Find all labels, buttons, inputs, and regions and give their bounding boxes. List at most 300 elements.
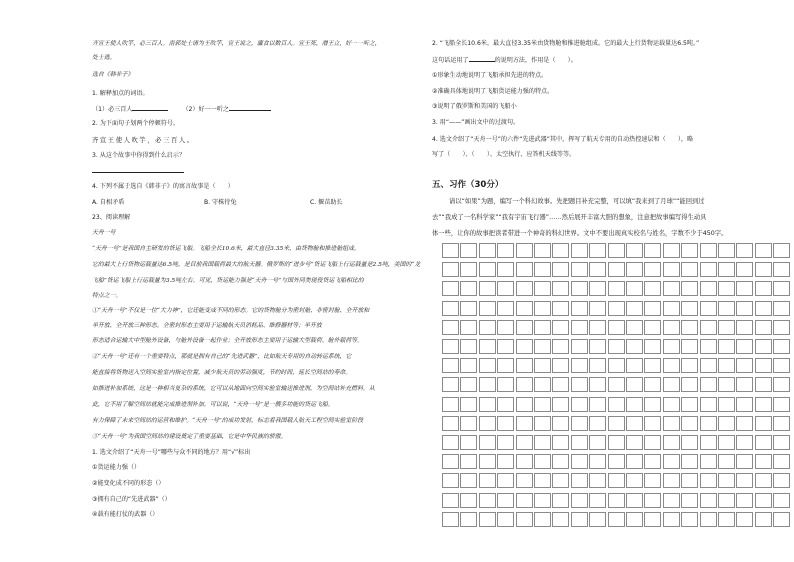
option-b[interactable]: B. 守株待兔	[204, 199, 237, 206]
grid-cell[interactable]	[644, 243, 661, 258]
grid-cell[interactable]	[700, 320, 717, 335]
grid-cell[interactable]	[589, 435, 606, 450]
grid-cell[interactable]	[497, 320, 514, 335]
grid-cell[interactable]	[663, 454, 680, 469]
grid-cell[interactable]	[589, 358, 606, 373]
grid-cell[interactable]	[718, 473, 735, 488]
grid-cell[interactable]	[681, 473, 698, 488]
grid-cell[interactable]	[534, 512, 551, 527]
grid-cell[interactable]	[755, 339, 772, 354]
grid-cell[interactable]	[534, 397, 551, 412]
grid-cell[interactable]	[534, 243, 551, 258]
grid-cell[interactable]	[736, 512, 753, 527]
grid-cell[interactable]	[442, 416, 459, 431]
grid-cell[interactable]	[718, 377, 735, 392]
grid-cell[interactable]	[755, 377, 772, 392]
grid-cell[interactable]	[571, 243, 588, 258]
grid-cell[interactable]	[626, 435, 643, 450]
grid-cell[interactable]	[552, 493, 569, 508]
answer-blank[interactable]	[469, 55, 495, 62]
grid-cell[interactable]	[497, 243, 514, 258]
grid-cell[interactable]	[516, 435, 533, 450]
choice-item[interactable]: ③拥有自己的“先进武器”（）	[92, 496, 171, 503]
grid-cell[interactable]	[700, 339, 717, 354]
grid-cell[interactable]	[755, 416, 772, 431]
grid-cell[interactable]	[718, 339, 735, 354]
grid-cell[interactable]	[442, 435, 459, 450]
grid-cell[interactable]	[608, 262, 625, 277]
option-a[interactable]: A. 自相矛盾	[92, 199, 125, 206]
grid-cell[interactable]	[479, 339, 496, 354]
grid-cell[interactable]	[644, 512, 661, 527]
grid-cell[interactable]	[663, 416, 680, 431]
grid-cell[interactable]	[736, 243, 753, 258]
grid-cell[interactable]	[681, 262, 698, 277]
grid-cell[interactable]	[552, 281, 569, 296]
grid-cell[interactable]	[442, 301, 459, 316]
grid-cell[interactable]	[497, 512, 514, 527]
grid-cell[interactable]	[589, 339, 606, 354]
grid-cell[interactable]	[460, 493, 477, 508]
grid-cell[interactable]	[608, 397, 625, 412]
grid-cell[interactable]	[534, 377, 551, 392]
grid-cell[interactable]	[644, 320, 661, 335]
grid-cell[interactable]	[460, 473, 477, 488]
grid-cell[interactable]	[497, 339, 514, 354]
grid-cell[interactable]	[663, 435, 680, 450]
grid-cell[interactable]	[608, 377, 625, 392]
grid-cell[interactable]	[736, 377, 753, 392]
grid-cell[interactable]	[755, 358, 772, 373]
grid-cell[interactable]	[644, 281, 661, 296]
grid-cell[interactable]	[608, 493, 625, 508]
grid-cell[interactable]	[460, 358, 477, 373]
grid-cell[interactable]	[460, 281, 477, 296]
grid-cell[interactable]	[497, 281, 514, 296]
grid-cell[interactable]	[571, 320, 588, 335]
grid-cell[interactable]	[644, 377, 661, 392]
grid-cell[interactable]	[718, 397, 735, 412]
grid-cell[interactable]	[589, 454, 606, 469]
grid-cell[interactable]	[442, 512, 459, 527]
grid-cell[interactable]	[534, 473, 551, 488]
grid-cell[interactable]	[497, 262, 514, 277]
grid-cell[interactable]	[552, 435, 569, 450]
grid-cell[interactable]	[460, 301, 477, 316]
grid-cell[interactable]	[442, 243, 459, 258]
grid-cell[interactable]	[718, 320, 735, 335]
grid-cell[interactable]	[571, 262, 588, 277]
grid-cell[interactable]	[460, 262, 477, 277]
grid-cell[interactable]	[681, 281, 698, 296]
option-line[interactable]: ③说明了俄罗斯和美国的飞船小	[432, 103, 517, 110]
grid-cell[interactable]	[736, 281, 753, 296]
grid-cell[interactable]	[516, 473, 533, 488]
grid-cell[interactable]	[442, 320, 459, 335]
grid-cell[interactable]	[608, 473, 625, 488]
grid-cell[interactable]	[608, 358, 625, 373]
grid-cell[interactable]	[589, 493, 606, 508]
grid-cell[interactable]	[608, 435, 625, 450]
grid-cell[interactable]	[442, 493, 459, 508]
grid-cell[interactable]	[442, 454, 459, 469]
grid-cell[interactable]	[626, 339, 643, 354]
grid-cell[interactable]	[552, 339, 569, 354]
grid-cell[interactable]	[773, 454, 790, 469]
grid-cell[interactable]	[773, 377, 790, 392]
grid-cell[interactable]	[552, 397, 569, 412]
grid-cell[interactable]	[663, 320, 680, 335]
grid-cell[interactable]	[479, 435, 496, 450]
grid-cell[interactable]	[736, 339, 753, 354]
grid-cell[interactable]	[516, 320, 533, 335]
grid-cell[interactable]	[681, 397, 698, 412]
grid-cell[interactable]	[718, 243, 735, 258]
grid-cell[interactable]	[497, 435, 514, 450]
grid-cell[interactable]	[497, 301, 514, 316]
grid-cell[interactable]	[497, 454, 514, 469]
grid-cell[interactable]	[460, 416, 477, 431]
grid-cell[interactable]	[552, 262, 569, 277]
grid-cell[interactable]	[442, 397, 459, 412]
grid-cell[interactable]	[663, 377, 680, 392]
grid-cell[interactable]	[644, 339, 661, 354]
grid-cell[interactable]	[663, 397, 680, 412]
grid-cell[interactable]	[571, 454, 588, 469]
grid-cell[interactable]	[644, 358, 661, 373]
grid-cell[interactable]	[700, 301, 717, 316]
grid-cell[interactable]	[479, 397, 496, 412]
grid-cell[interactable]	[700, 397, 717, 412]
grid-cell[interactable]	[644, 473, 661, 488]
grid-cell[interactable]	[755, 301, 772, 316]
grid-cell[interactable]	[773, 339, 790, 354]
grid-cell[interactable]	[755, 243, 772, 258]
grid-cell[interactable]	[773, 473, 790, 488]
grid-cell[interactable]	[755, 473, 772, 488]
grid-cell[interactable]	[479, 512, 496, 527]
grid-cell[interactable]	[663, 262, 680, 277]
grid-cell[interactable]	[736, 320, 753, 335]
grid-cell[interactable]	[700, 262, 717, 277]
grid-cell[interactable]	[718, 493, 735, 508]
grid-cell[interactable]	[626, 301, 643, 316]
grid-cell[interactable]	[479, 320, 496, 335]
grid-cell[interactable]	[534, 320, 551, 335]
grid-cell[interactable]	[626, 358, 643, 373]
grid-cell[interactable]	[516, 454, 533, 469]
grid-cell[interactable]	[644, 435, 661, 450]
grid-cell[interactable]	[755, 435, 772, 450]
grid-cell[interactable]	[534, 435, 551, 450]
grid-cell[interactable]	[736, 397, 753, 412]
grid-cell[interactable]	[460, 512, 477, 527]
grid-cell[interactable]	[681, 320, 698, 335]
grid-cell[interactable]	[608, 243, 625, 258]
grid-cell[interactable]	[626, 262, 643, 277]
grid-cell[interactable]	[497, 377, 514, 392]
grid-cell[interactable]	[773, 262, 790, 277]
grid-cell[interactable]	[608, 454, 625, 469]
grid-cell[interactable]	[644, 493, 661, 508]
grid-cell[interactable]	[755, 320, 772, 335]
grid-cell[interactable]	[626, 243, 643, 258]
grid-cell[interactable]	[534, 493, 551, 508]
grid-cell[interactable]	[681, 493, 698, 508]
grid-cell[interactable]	[571, 358, 588, 373]
grid-cell[interactable]	[589, 416, 606, 431]
grid-cell[interactable]	[700, 454, 717, 469]
grid-cell[interactable]	[589, 397, 606, 412]
grid-cell[interactable]	[773, 493, 790, 508]
grid-cell[interactable]	[773, 320, 790, 335]
grid-cell[interactable]	[755, 512, 772, 527]
grid-cell[interactable]	[608, 281, 625, 296]
grid-cell[interactable]	[700, 358, 717, 373]
question-23-1: 1. 选文介绍了“天舟一号”哪些与众不同的地方？用“√”标出	[92, 449, 251, 456]
grid-cell[interactable]	[644, 454, 661, 469]
grid-cell[interactable]	[460, 435, 477, 450]
grid-cell[interactable]	[663, 243, 680, 258]
grid-cell[interactable]	[663, 301, 680, 316]
grid-cell[interactable]	[497, 473, 514, 488]
grid-cell[interactable]	[644, 262, 661, 277]
grid-cell[interactable]	[608, 320, 625, 335]
grid-cell[interactable]	[681, 454, 698, 469]
grid-cell[interactable]	[700, 416, 717, 431]
grid-cell[interactable]	[681, 512, 698, 527]
grid-cell[interactable]	[552, 416, 569, 431]
grid-cell[interactable]	[608, 416, 625, 431]
grid-cell[interactable]	[626, 416, 643, 431]
grid-cell[interactable]	[497, 358, 514, 373]
grid-cell[interactable]	[534, 416, 551, 431]
grid-cell[interactable]	[608, 301, 625, 316]
grid-cell[interactable]	[442, 281, 459, 296]
grid-cell[interactable]	[736, 435, 753, 450]
grid-cell[interactable]	[626, 473, 643, 488]
grid-cell[interactable]	[479, 281, 496, 296]
grid-cell[interactable]	[718, 416, 735, 431]
grid-cell[interactable]	[589, 473, 606, 488]
grid-cell[interactable]	[460, 320, 477, 335]
grid-cell[interactable]	[773, 301, 790, 316]
grid-cell[interactable]	[534, 301, 551, 316]
grid-cell[interactable]	[552, 377, 569, 392]
grid-cell[interactable]	[589, 301, 606, 316]
grid-cell[interactable]	[479, 493, 496, 508]
grid-cell[interactable]	[479, 243, 496, 258]
grid-cell[interactable]	[442, 377, 459, 392]
grid-cell[interactable]	[736, 358, 753, 373]
grid-cell[interactable]	[589, 320, 606, 335]
grid-cell[interactable]	[571, 301, 588, 316]
grid-cell[interactable]	[663, 339, 680, 354]
grid-cell[interactable]	[534, 358, 551, 373]
answer-blank[interactable]	[229, 104, 271, 111]
grid-cell[interactable]	[700, 243, 717, 258]
grid-cell[interactable]	[479, 301, 496, 316]
grid-cell[interactable]	[773, 281, 790, 296]
grid-cell[interactable]	[497, 416, 514, 431]
grid-cell[interactable]	[460, 454, 477, 469]
grid-cell[interactable]	[589, 377, 606, 392]
grid-cell[interactable]	[700, 493, 717, 508]
answer-blank[interactable]	[92, 166, 184, 173]
grid-cell[interactable]	[718, 358, 735, 373]
grid-cell[interactable]	[773, 243, 790, 258]
grid-cell[interactable]	[552, 320, 569, 335]
grid-cell[interactable]	[516, 493, 533, 508]
grid-cell[interactable]	[663, 358, 680, 373]
grid-cell[interactable]	[516, 262, 533, 277]
choice-item[interactable]: ④载有能打仗的武器（）	[92, 511, 159, 518]
grid-cell[interactable]	[571, 281, 588, 296]
grid-cell[interactable]	[516, 377, 533, 392]
grid-cell[interactable]	[700, 512, 717, 527]
grid-cell[interactable]	[718, 454, 735, 469]
grid-cell[interactable]	[663, 512, 680, 527]
grid-cell[interactable]	[552, 473, 569, 488]
grid-cell[interactable]	[552, 454, 569, 469]
grid-cell[interactable]	[644, 301, 661, 316]
grid-cell[interactable]	[442, 358, 459, 373]
grid-cell[interactable]	[589, 281, 606, 296]
grid-cell[interactable]	[626, 512, 643, 527]
grid-cell[interactable]	[700, 435, 717, 450]
grid-cell[interactable]	[718, 262, 735, 277]
grid-cell[interactable]	[755, 262, 772, 277]
grid-cell[interactable]	[736, 473, 753, 488]
grid-cell[interactable]	[479, 473, 496, 488]
grid-cell[interactable]	[589, 243, 606, 258]
grid-cell[interactable]	[681, 243, 698, 258]
grid-cell[interactable]	[773, 397, 790, 412]
grid-cell[interactable]	[497, 397, 514, 412]
grid-cell[interactable]	[589, 512, 606, 527]
grid-cell[interactable]	[552, 243, 569, 258]
grid-cell[interactable]	[736, 262, 753, 277]
grid-cell[interactable]	[516, 243, 533, 258]
grid-cell[interactable]	[773, 416, 790, 431]
grid-cell[interactable]	[681, 377, 698, 392]
grid-cell[interactable]	[516, 512, 533, 527]
choice-item[interactable]: ②能变化成不同的形态（）	[92, 480, 165, 487]
grid-cell[interactable]	[700, 377, 717, 392]
grid-cell[interactable]	[516, 301, 533, 316]
grid-cell[interactable]	[516, 281, 533, 296]
option-line[interactable]: ②准确具体地说明了飞船货运能力强的特点。	[432, 88, 554, 95]
grid-cell[interactable]	[736, 301, 753, 316]
grid-cell[interactable]	[571, 339, 588, 354]
grid-cell[interactable]	[644, 397, 661, 412]
grid-cell[interactable]	[626, 397, 643, 412]
grid-cell[interactable]	[736, 416, 753, 431]
grid-cell[interactable]	[644, 416, 661, 431]
grid-cell[interactable]	[516, 416, 533, 431]
grid-cell[interactable]	[718, 435, 735, 450]
grid-cell[interactable]	[626, 281, 643, 296]
grid-cell[interactable]	[718, 281, 735, 296]
grid-cell[interactable]	[718, 512, 735, 527]
grid-cell[interactable]	[626, 377, 643, 392]
grid-cell[interactable]	[534, 281, 551, 296]
grid-cell[interactable]	[773, 435, 790, 450]
grid-cell[interactable]	[755, 454, 772, 469]
grid-cell[interactable]	[442, 262, 459, 277]
grid-cell[interactable]	[552, 512, 569, 527]
grid-cell[interactable]	[516, 397, 533, 412]
grid-cell[interactable]	[442, 473, 459, 488]
grid-cell[interactable]	[479, 358, 496, 373]
grid-cell[interactable]	[460, 339, 477, 354]
grid-cell[interactable]	[608, 339, 625, 354]
grid-cell[interactable]	[534, 454, 551, 469]
grid-cell[interactable]	[681, 416, 698, 431]
grid-cell[interactable]	[552, 358, 569, 373]
grid-cell[interactable]	[479, 454, 496, 469]
grid-cell[interactable]	[534, 262, 551, 277]
grid-cell[interactable]	[700, 281, 717, 296]
grid-cell[interactable]	[681, 339, 698, 354]
grid-cell[interactable]	[571, 473, 588, 488]
grid-cell[interactable]	[773, 512, 790, 527]
option-c[interactable]: C. 揠苗助长	[310, 199, 343, 206]
grid-cell[interactable]	[755, 281, 772, 296]
grid-cell[interactable]	[718, 301, 735, 316]
grid-cell[interactable]	[736, 493, 753, 508]
grid-cell[interactable]	[571, 493, 588, 508]
grid-cell[interactable]	[755, 397, 772, 412]
grid-cell[interactable]	[626, 493, 643, 508]
grid-cell[interactable]	[681, 435, 698, 450]
grid-cell[interactable]	[479, 262, 496, 277]
grid-cell[interactable]	[460, 377, 477, 392]
grid-cell[interactable]	[773, 358, 790, 373]
grid-cell[interactable]	[460, 397, 477, 412]
grid-cell[interactable]	[755, 493, 772, 508]
grid-cell[interactable]	[516, 358, 533, 373]
grid-cell[interactable]	[626, 454, 643, 469]
grid-cell[interactable]	[608, 512, 625, 527]
grid-cell[interactable]	[663, 493, 680, 508]
grid-cell[interactable]	[736, 454, 753, 469]
answer-blank[interactable]	[132, 104, 168, 111]
choice-item[interactable]: ①货运能力强（）	[92, 464, 141, 471]
grid-cell[interactable]	[534, 339, 551, 354]
grid-cell[interactable]	[663, 281, 680, 296]
grid-cell[interactable]	[571, 377, 588, 392]
grid-cell[interactable]	[497, 493, 514, 508]
grid-cell[interactable]	[571, 397, 588, 412]
grid-cell[interactable]	[681, 301, 698, 316]
grid-cell[interactable]	[571, 512, 588, 527]
grid-cell[interactable]	[700, 473, 717, 488]
grid-cell[interactable]	[571, 416, 588, 431]
grid-cell[interactable]	[681, 358, 698, 373]
grid-cell[interactable]	[552, 301, 569, 316]
grid-cell[interactable]	[442, 339, 459, 354]
grid-cell[interactable]	[626, 320, 643, 335]
grid-cell[interactable]	[516, 339, 533, 354]
grid-cell[interactable]	[460, 243, 477, 258]
grid-cell[interactable]	[479, 377, 496, 392]
grid-cell[interactable]	[663, 473, 680, 488]
option-line[interactable]: ①形象生动地说明了飞船承担先进的特点。	[432, 72, 548, 79]
grid-cell[interactable]	[571, 435, 588, 450]
grid-cell[interactable]	[479, 416, 496, 431]
grid-cell[interactable]	[589, 262, 606, 277]
